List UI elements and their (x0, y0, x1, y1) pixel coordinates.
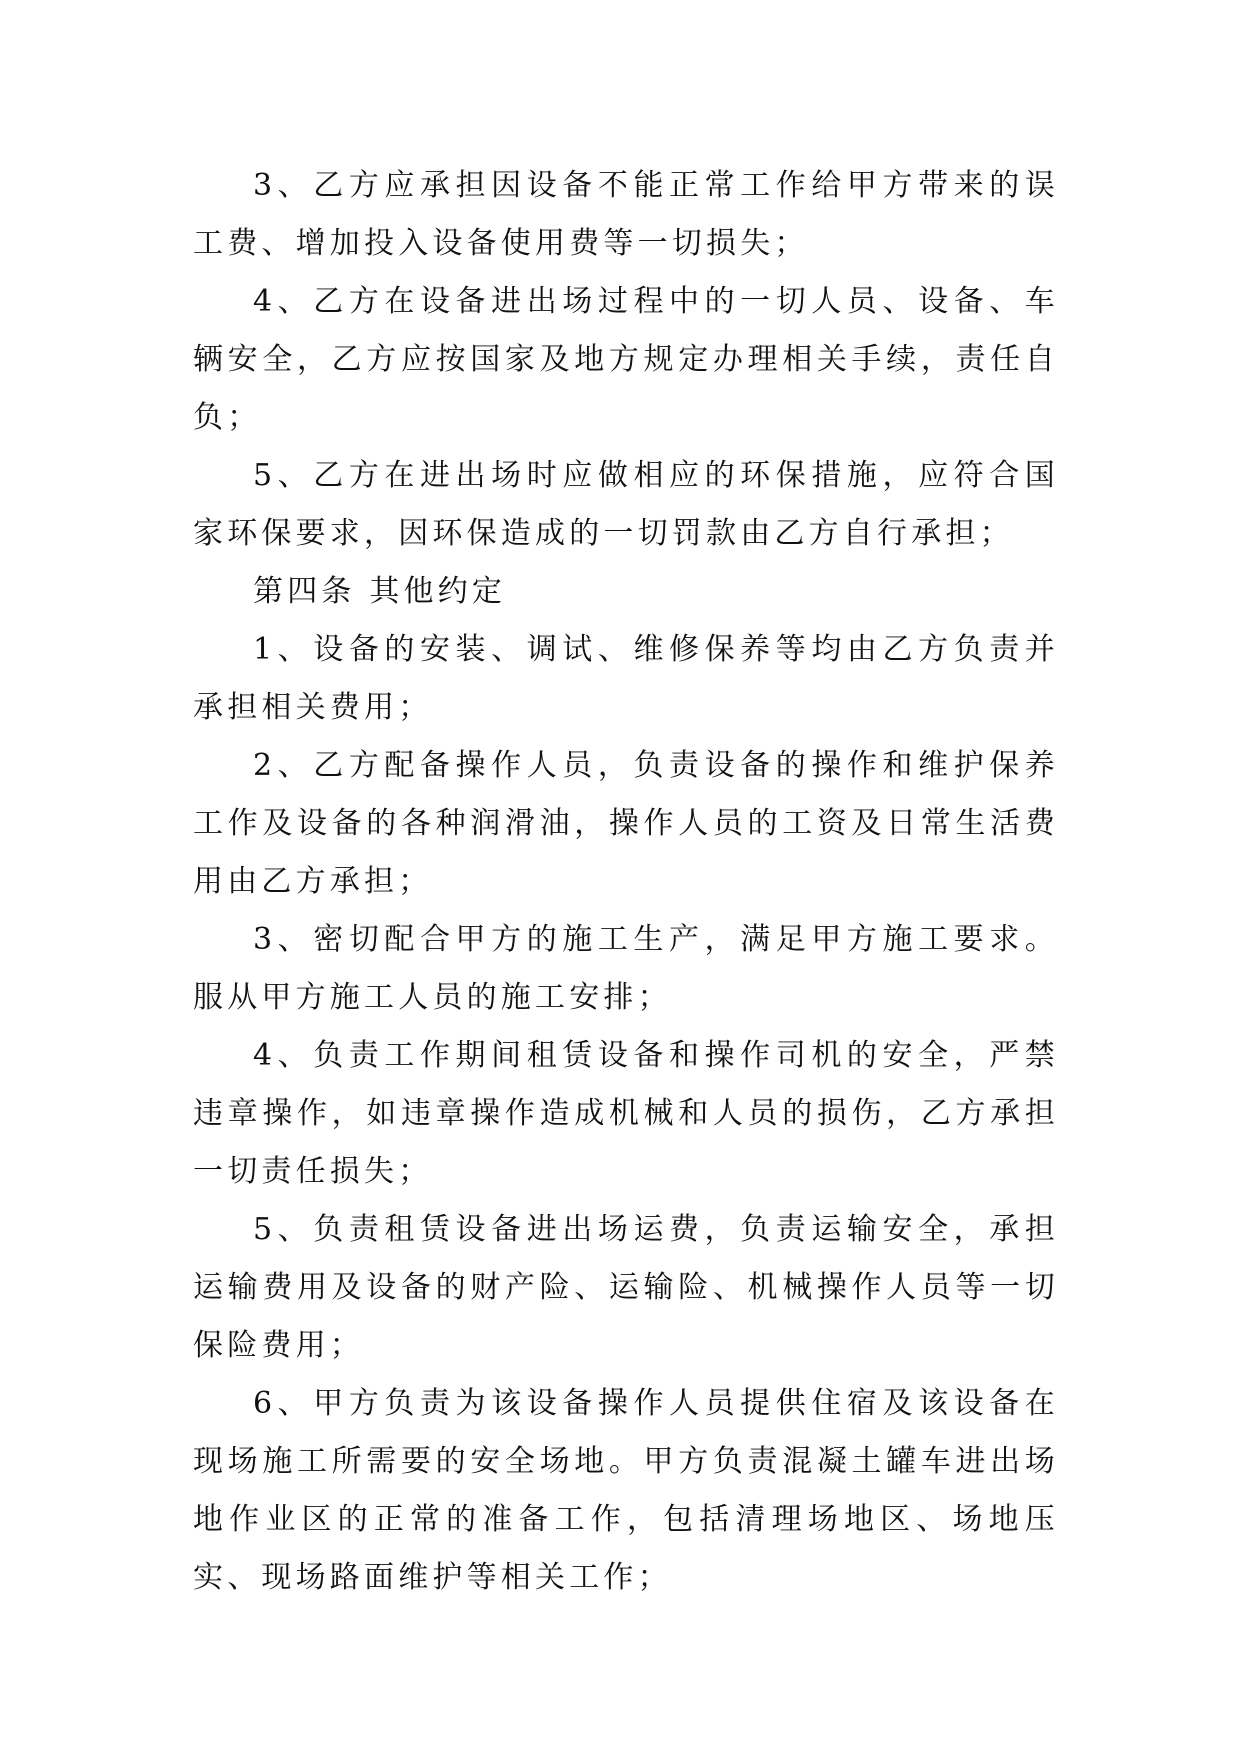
section-clause-1-paragraph: 1、设备的安装、调试、维修保养等均由乙方负责并承担相关费用； (193, 632, 1059, 725)
section-heading: 第四条 其他约定 (253, 574, 507, 609)
clause-3-paragraph: 3、乙方应承担因设备不能正常工作给甲方带来的误工费、增加投入设备使用费等一切损失； (193, 168, 1059, 261)
clause-5-paragraph: 5、乙方在进出场时应做相应的环保措施，应符合国家环保要求，因环保造成的一切罚款由乙方自行承担； (193, 458, 1059, 551)
section-clause-4-paragraph: 4、负责工作期间租赁设备和操作司机的安全，严禁违章操作，如违章操作造成机械和人员的损伤，乙方承担一切责任损失； (193, 1038, 1059, 1189)
section-clause-3-paragraph: 3、密切配合甲方的施工生产，满足甲方施工要求。服从甲方施工人员的施工安排； (193, 922, 1059, 1015)
clause-4-paragraph: 4、乙方在设备进出场过程中的一切人员、设备、车辆安全，乙方应按国家及地方规定办理相关手续，责任自负； (193, 284, 1059, 435)
section-clause-6-paragraph: 6、甲方负责为该设备操作人员提供住宿及该设备在现场施工所需要的安全场地。甲方负责混凝土罐车进出场地作业区的正常的准备工作，包括清理场地区、场地压实、现场路面维护等相关工作； (193, 1386, 1059, 1595)
section-clause-2-paragraph: 2、乙方配备操作人员，负责设备的操作和维护保养工作及设备的各种润滑油，操作人员的工资及日常生活费用由乙方承担； (193, 748, 1059, 899)
document-body (193, 157, 1059, 1607)
section-clause-5-paragraph: 5、负责租赁设备进出场运费，负责运输安全，承担运输费用及设备的财产险、运输险、机械操作人员等一切保险费用； (193, 1212, 1059, 1363)
